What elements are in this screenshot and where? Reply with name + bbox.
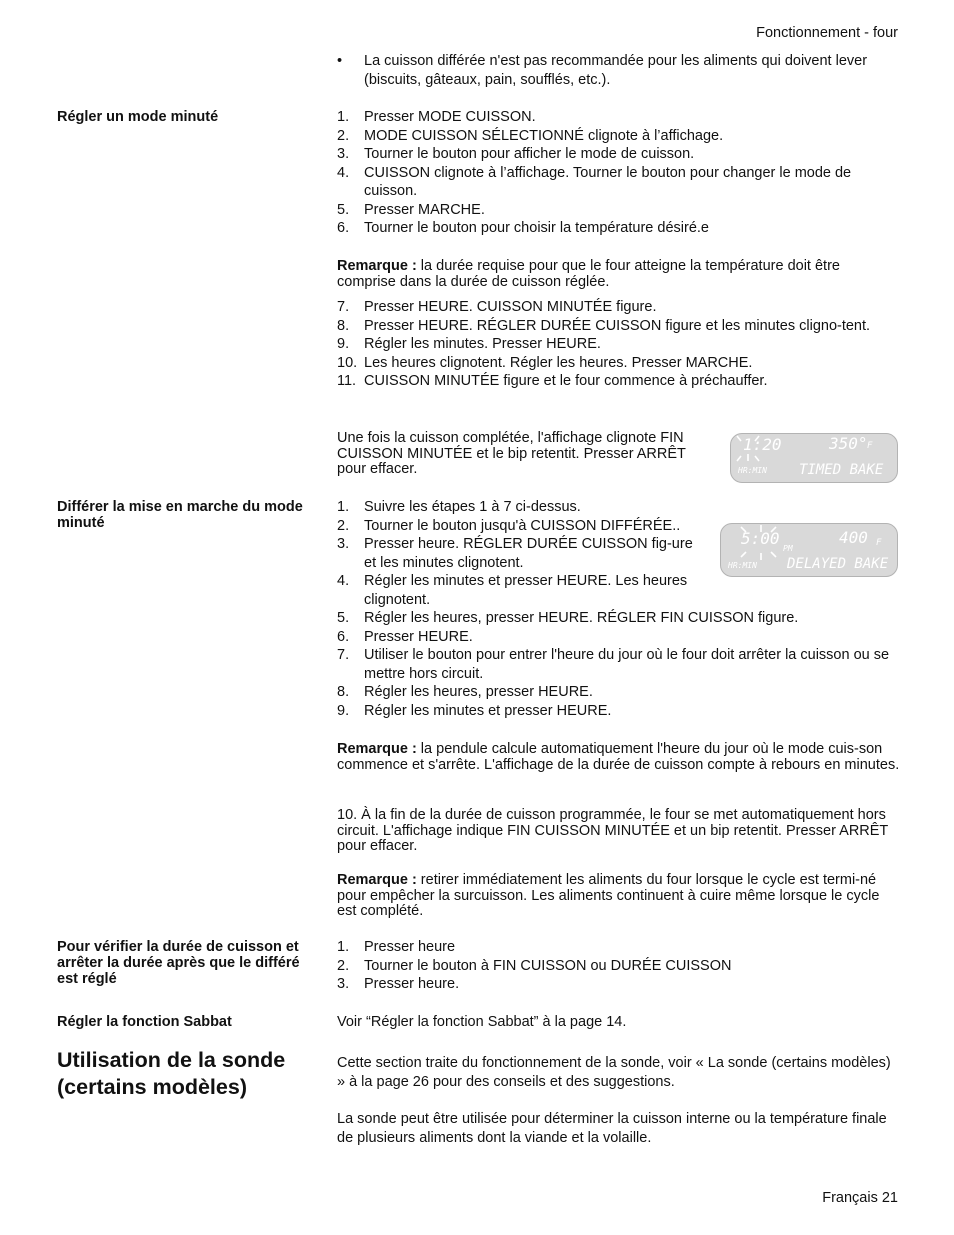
list-item: 1. Presser MODE CUISSON.: [337, 109, 536, 125]
list-item: 9. Régler les minutes et presser HEURE.: [337, 702, 612, 719]
note-timed: Remarque : la durée requise pour que le four atteigne la température doit être comprise dans la durée de cuisson réglée.: [337, 258, 840, 290]
list-item: 1. Suivre les étapes 1 à 7 ci-dessus.: [337, 499, 581, 515]
intro-bullet: • La cuisson différée n'est pas recommandée pour les aliments qui doivent lever (biscuits, gâteaux, pain, soufflés, etc.).: [337, 53, 868, 88]
display-unit: F: [867, 441, 873, 451]
delayed-step-10: 10. À la fin de la durée de cuisson programmée, le four se met automatiquement hors circuit. L'affichage indique FIN CUISSON MINUTÉE et un bip retentit. Presser ARRÊT pour effacer.: [337, 807, 889, 854]
timed-done-text: Une fois la cuisson complétée, l'affichage clignote FIN CUISSON MINUTÉE et le bip retentit. Presser ARRÊT pour effacer.: [337, 430, 686, 477]
list-item: 3. Presser heure. RÉGLER DURÉE CUISSON fig-ure et les minutes clignotent.: [337, 536, 693, 571]
display-hrmin: HR:MIN: [728, 561, 757, 570]
list-item: 8. Presser HEURE. RÉGLER DURÉE CUISSON figure et les minutes cligno-tent.: [337, 317, 871, 334]
list-item: 10. Les heures clignotent. Régler les heures. Presser MARCHE.: [337, 354, 753, 371]
timed-steps-b: [337, 298, 902, 391]
list-item: 7. Utiliser le bouton pour entrer l'heure du jour où le four doit arrêter la cuisson ou se mettre hors circuit.: [337, 647, 890, 682]
list-item: 9. Régler les minutes. Presser HEURE.: [337, 336, 601, 352]
list-item: 2. MODE CUISSON SÉLECTIONNÉ clignote à l’affichage.: [337, 127, 724, 144]
probe-paragraph-1: Cette section traite du fonctionnement de la sonde, voir « La sonde (certains modèles) » à la page 26 pour des conseils et des suggestions.: [337, 1055, 891, 1090]
section-heading-timed: Régler un mode minuté: [57, 109, 219, 125]
list-item: 5. Presser MARCHE.: [337, 201, 485, 218]
list-item: 6. Presser HEURE.: [337, 628, 473, 645]
list-item: 2. Tourner le bouton jusqu'à CUISSON DIFFÉRÉE..: [337, 517, 681, 534]
probe-paragraph-2: La sonde peut être utilisée pour déterminer la cuisson interne ou la température finale de plusieurs aliments dont la viande et la volaille.: [337, 1111, 887, 1146]
note-delayed-1: Remarque : la pendule calcule automatiquement l'heure du jour où le mode cuis-son commence et s'arrête. L'affichage de la durée de cuisson compte à rebours en minutes.: [337, 741, 900, 773]
display-temp: 400: [839, 528, 868, 547]
bullet-icon: •: [337, 53, 343, 69]
running-header: Fonctionnement - four: [756, 25, 898, 41]
display-pm: PM: [783, 544, 793, 553]
list-item: 4. CUISSON clignote à l’affichage. Tourner le bouton pour changer le mode de cuisson.: [337, 164, 852, 199]
list-item: 8. Régler les heures, presser HEURE.: [337, 684, 593, 700]
list-item: 6. Tourner le bouton pour choisir la température désiré.e: [337, 220, 709, 236]
display-mode: TIMED BAKE: [799, 462, 884, 478]
list-item: 4. Régler les minutes et presser HEURE. Les heures clignotent.: [337, 573, 688, 608]
page-number: Français 21: [822, 1190, 898, 1206]
list-item: 2. Tourner le bouton à FIN CUISSON ou DURÉE CUISSON: [337, 957, 732, 974]
list-item: 3. Tourner le bouton pour afficher le mode de cuisson.: [337, 146, 695, 162]
list-item: 11. CUISSON MINUTÉE figure et le four commence à préchauffer.: [337, 373, 768, 389]
list-item: 5. Régler les heures, presser HEURE. RÉGLER FIN CUISSON figure.: [337, 610, 799, 626]
list-item: 3. Presser heure.: [337, 976, 460, 992]
display-time: 5:00: [741, 529, 780, 548]
display-mode: DELAYED BAKE: [787, 556, 889, 572]
display-delayed-bake: [720, 523, 898, 577]
display-hrmin: HR:MIN: [738, 466, 767, 475]
note-delayed-2: Remarque : retirer immédiatement les aliments du four lorsque le cycle est termi-né pour empêcher la surcuisson. Les aliments continuent à cuire même lorsque le cycle est complété.: [337, 872, 880, 919]
display-unit: F: [876, 538, 882, 548]
section-heading-sabbath: Régler la fonction Sabbat: [57, 1014, 232, 1030]
display-timed-bake: [730, 433, 898, 483]
section-heading-verify: Pour vérifier la durée de cuisson et arrêter la durée après que le différé est réglé: [57, 939, 300, 987]
list-item: 1. Presser heure: [337, 939, 456, 955]
timed-steps-a: [337, 108, 902, 238]
section-heading-delayed: Différer la mise en marche du mode minuté: [57, 499, 303, 531]
sabbath-text: Voir “Régler la fonction Sabbat” à la page 14.: [337, 1014, 627, 1030]
verify-steps: [337, 938, 902, 994]
display-time: 1:20: [743, 435, 782, 454]
section-title-probe: Utilisation de la sonde (certains modèles): [57, 1048, 286, 1099]
list-item: 7. Presser HEURE. CUISSON MINUTÉE figure.: [337, 299, 657, 315]
display-temp: 350°: [829, 434, 868, 453]
